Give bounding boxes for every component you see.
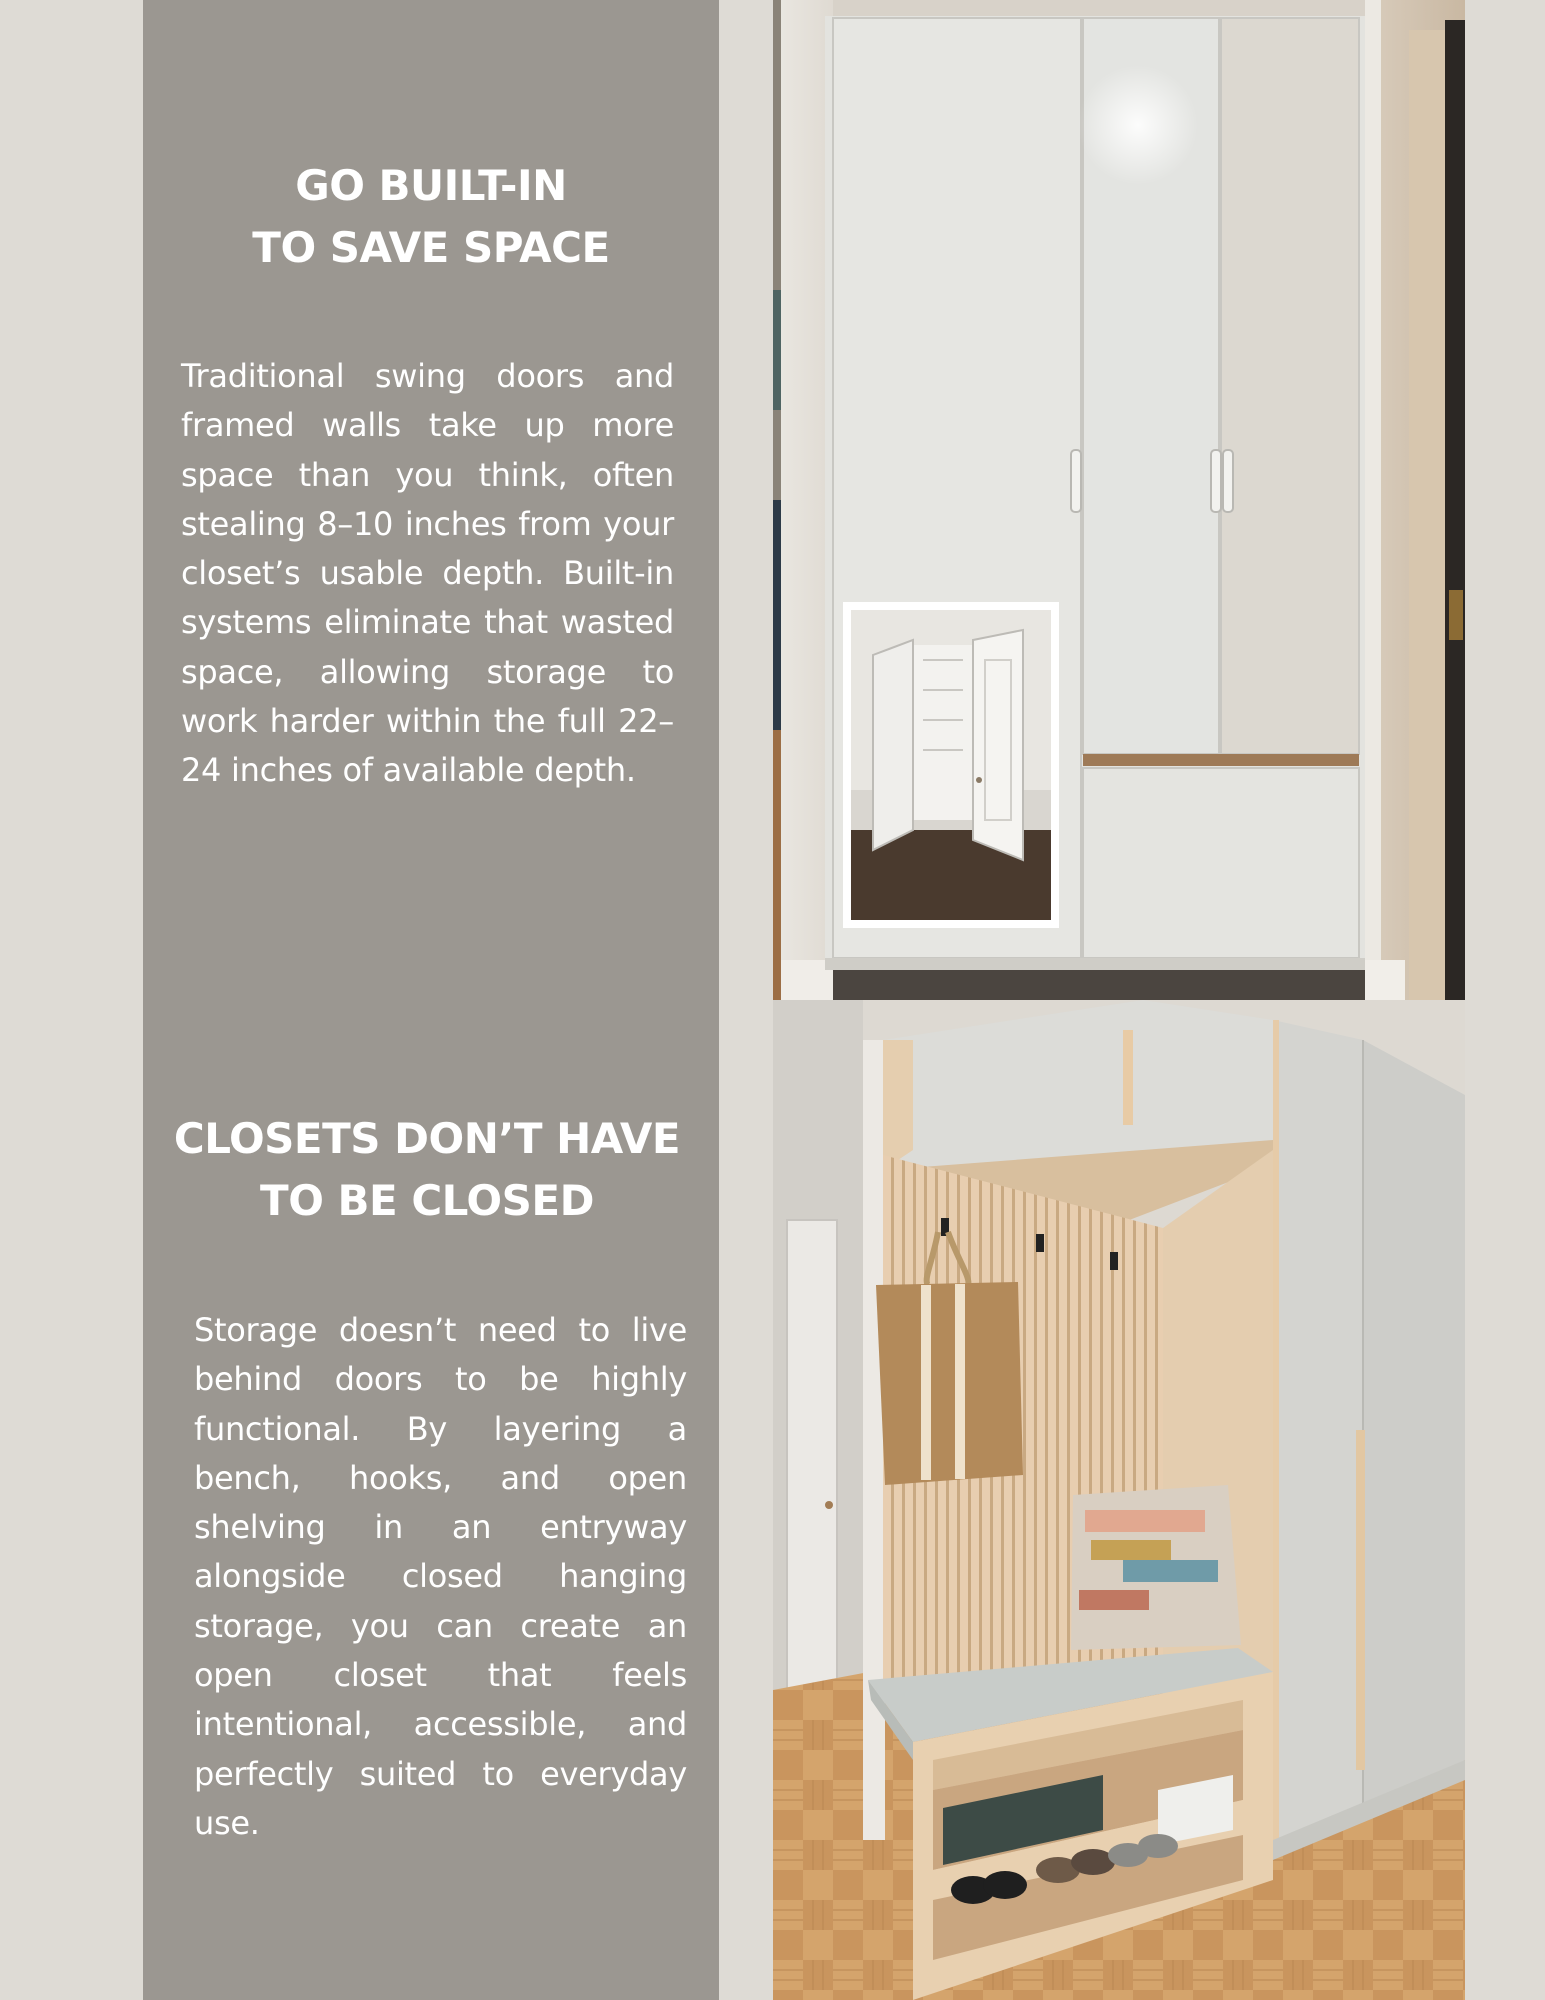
text-panel (143, 0, 719, 2000)
wardrobe-illustration (773, 0, 1465, 1000)
heading-line: GO BUILT-IN (295, 161, 567, 210)
heading-line: CLOSETS DON’T HAVE (173, 1114, 681, 1163)
built-in-wardrobe-photo (773, 0, 1465, 1000)
heading-line: TO SAVE SPACE (252, 223, 610, 272)
section-heading-built-in (143, 155, 719, 279)
entryway-illustration (773, 1000, 1465, 2000)
section-heading-open-closet (139, 1108, 715, 1232)
open-entryway-closet-photo (773, 1000, 1465, 2000)
heading-line: TO BE CLOSED (260, 1176, 594, 1225)
inset-photo-swing-door-closet (843, 602, 1059, 928)
section-body-open-closet: Storage doesn’t need to live behind doors to be highly functional. By layering a bench, hooks, and open shelving in an entryway alongside closed hanging storage, you can create an open closet that feels intentional, accessible, and perfectly suited to everyday use. (194, 1311, 687, 1842)
section-body-built-in: Traditional swing doors and framed walls take up more space than you think, often stealing 8–10 inches from your closet’s usable depth. Built-in systems eliminate that wasted space, allowing storage to work harder within the full 22–24 inches of available depth. (181, 357, 674, 790)
